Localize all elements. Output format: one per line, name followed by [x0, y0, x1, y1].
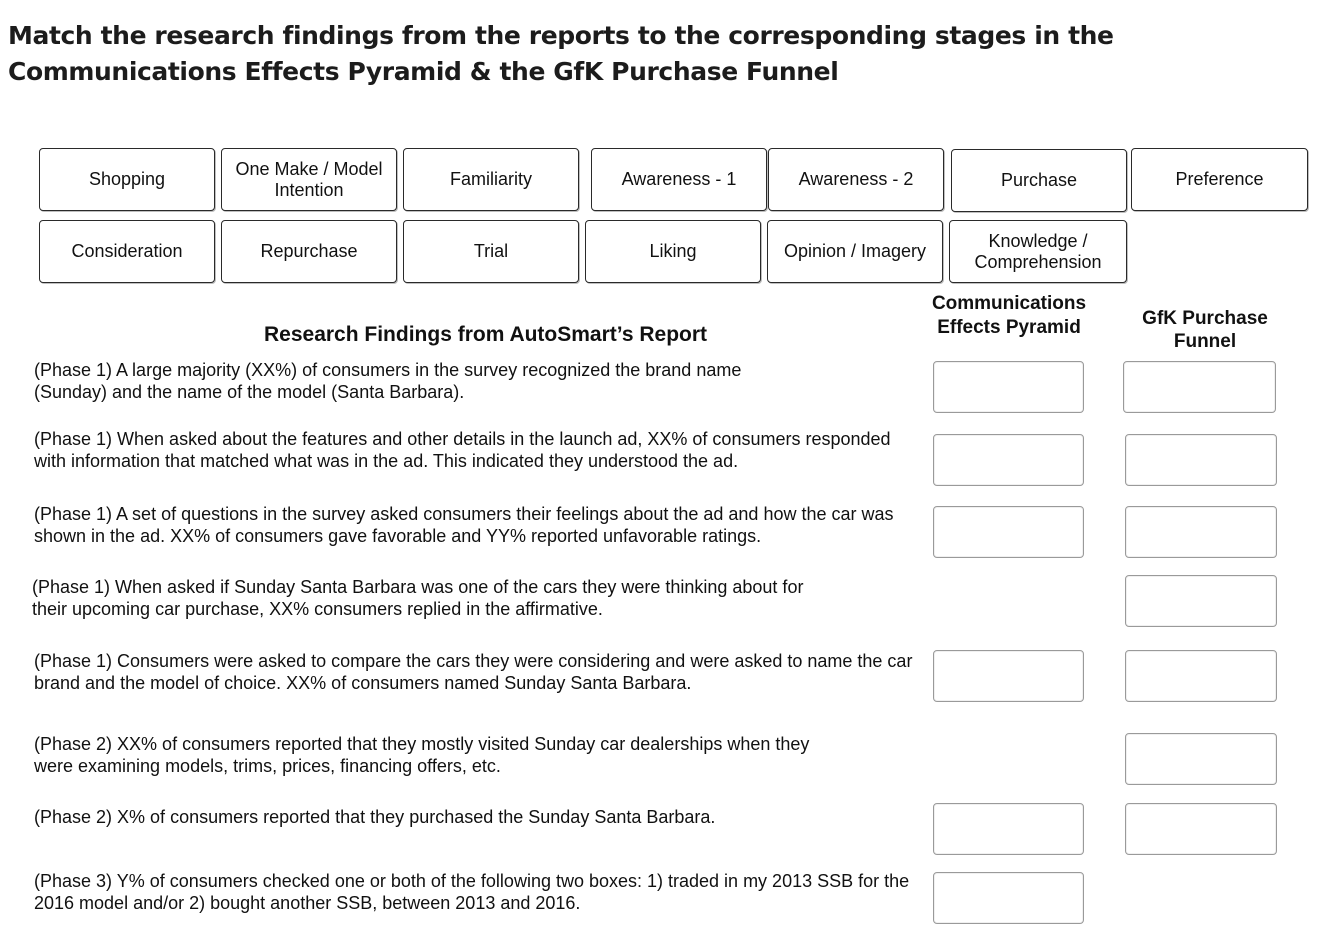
chip-opinion-imagery[interactable]: Opinion / Imagery [767, 220, 943, 283]
pyramid-dropzone[interactable] [933, 506, 1084, 558]
chip-preference[interactable]: Preference [1131, 148, 1308, 211]
chip-awareness-2[interactable]: Awareness - 2 [768, 148, 944, 211]
chip-shopping[interactable]: Shopping [39, 148, 215, 211]
finding-7: (Phase 2) X% of consumers reported that they purchased the Sunday Santa Barbara. [34, 807, 716, 827]
pyramid-dropzone[interactable] [933, 361, 1084, 413]
chip-liking[interactable]: Liking [585, 220, 761, 283]
chip-trial[interactable]: Trial [403, 220, 579, 283]
funnel-dropzone[interactable] [1125, 650, 1277, 702]
chip-one-make-model-intention[interactable]: One Make / Model Intention [221, 148, 397, 211]
finding-2: (Phase 1) When asked about the features and other details in the launch ad, XX% of consumers responded with information that matched what was in the ad. This indicated they understood the ad. [34, 429, 891, 471]
funnel-dropzone[interactable] [1125, 506, 1277, 558]
funnel-dropzone[interactable] [1125, 803, 1277, 855]
findings-header: Research Findings from AutoSmart’s Report [264, 323, 708, 346]
chip-knowledge-comprehension[interactable]: Knowledge / Comprehension [949, 220, 1127, 283]
chip-familiarity[interactable]: Familiarity [403, 148, 579, 211]
chip-purchase[interactable]: Purchase [951, 149, 1127, 212]
funnel-header: GfK Purchase Funnel [1142, 308, 1268, 352]
finding-3: (Phase 1) A set of questions in the survey asked consumers their feelings about the ad and how the car was shown in the ad. XX% of consumers gave favorable and YY% reported unfavorable ratings. [34, 504, 894, 546]
finding-6: (Phase 2) XX% of consumers reported that they mostly visited Sunday car dealerships when they were examining models, trims, prices, financing offers, etc. [34, 734, 810, 776]
chip-awareness-1[interactable]: Awareness - 1 [591, 148, 767, 211]
pyramid-dropzone[interactable] [933, 650, 1084, 702]
pyramid-dropzone[interactable] [933, 803, 1084, 855]
finding-5: (Phase 1) Consumers were asked to compare the cars they were considering and were asked to name the car brand and the model of choice. XX% of consumers named Sunday Santa Barbara. [34, 651, 913, 693]
pyramid-dropzone[interactable] [933, 434, 1084, 486]
funnel-dropzone[interactable] [1125, 434, 1277, 486]
finding-1: (Phase 1) A large majority (XX%) of consumers in the survey recognized the brand name (Sunday) and the name of the model (Santa Barbara). [34, 360, 742, 402]
finding-4: (Phase 1) When asked if Sunday Santa Barbara was one of the cars they were thinking about for their upcoming car purchase, XX% consumers replied in the affirmative. [32, 577, 804, 619]
pyramid-dropzone[interactable] [933, 872, 1084, 924]
funnel-dropzone[interactable] [1125, 575, 1277, 627]
chip-consideration[interactable]: Consideration [39, 220, 215, 283]
chip-repurchase[interactable]: Repurchase [221, 220, 397, 283]
funnel-dropzone[interactable] [1123, 361, 1276, 413]
funnel-dropzone[interactable] [1125, 733, 1277, 785]
question-text: Match the research findings from the reports to the corresponding stages in the Communications Effects Pyramid & the GfK Purchase Funnel [8, 21, 1114, 86]
finding-8: (Phase 3) Y% of consumers checked one or both of the following two boxes: 1) traded in my 2013 SSB for the 2016 model and/or 2) bought another SSB, between 2013 and 2016. [34, 871, 910, 913]
pyramid-header: Communications Effects Pyramid [931, 293, 1087, 338]
